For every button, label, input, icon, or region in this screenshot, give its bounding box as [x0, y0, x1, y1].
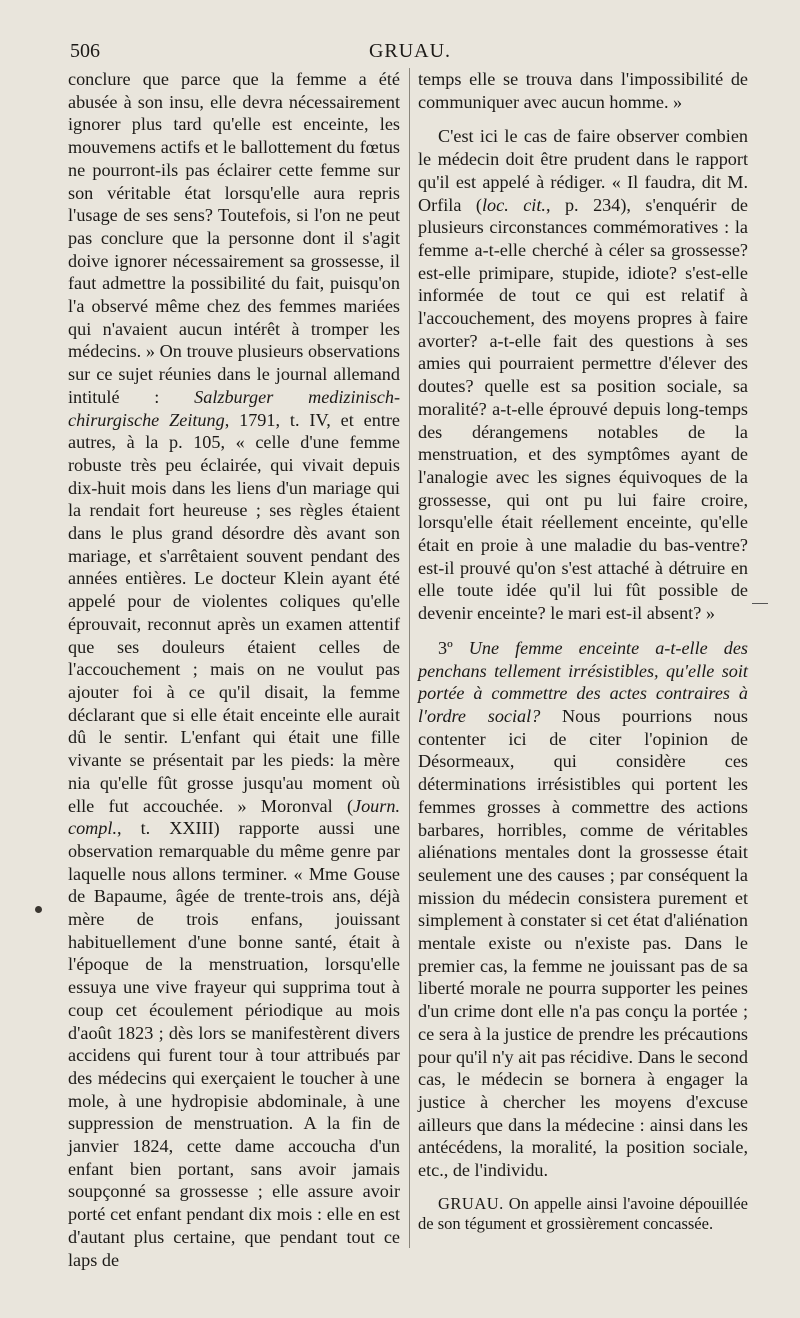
left-text-part-2: , 1791, t. IV, et entre autres, à la p. 105, « celle d'une femme robuste très peu éclairée, qui vivait depuis dix-huit mois dans les liens d'un mariage qui la rendait fort heureuse ; ses règles étaient dans le plus grand désordre dès avant son mariage, et s'arrêtaient souvent pendant des années entières. Le docteur Klein ayant été appelé pour de violentes coliques qu'elle éprouvait, reconnut après un examen attentif que ses douleurs étaient celles de l'accouchement ; mais on ne voulut pas ajouter foi à ce qu'il disait, la femme déclarant que si elle était enceinte elle aurait dû le sentir. L'enfant qui était une fille vivante se présentait par les pieds: la mère nia qu'elle fût grosse jusqu'au moment où elle fut accouchée. » Moronval (	[68, 409, 400, 816]
question-answer: Nous pourrions nous contenter ici de citer l'opinion de Désormeaux, qui considère ces déterminations irrésistibles qui portent les femmes grosses à commettre des actions barbares, horribles, comme de véritables aliénations mentales dont la grossesse était seulement une des causes ; par conséquent la mission du médecin consistera purement et simplement à constater si cet état d'aliénation mentale existe ou n'existe pas. Dans le premier cas, la femme ne jouissant pas de sa liberté morale ne pourra supporter les peines d'un crime dont elle n'a pas conçu la portée ; ce sera à la justice de prendre les précautions pour qu'il n'y ait pas récidive. Dans le second cas, le médecin se bornera à engager la justice à chercher les moyens d'excuse ailleurs que dans la médecine : ainsi dans les antécédens, la moralité, la position sociale, etc., de l'individu.	[418, 705, 748, 1181]
running-head: GRUAU.	[368, 40, 452, 62]
orfila-text-b: , p. 234), s'enquérir de plusieurs circonstances commémoratives : la femme a-t-elle cherché à céler sa grossesse? est-elle primipare, stupide, idiote? s'est-elle informée de tout ce qui est relatif à l'accouchement, des moyens propres à faire avorter? a-t-elle fait des questions à ses amies qui pourraient permettre d'élever des doutes? quelle est sa position sociale, sa moralité? a-t-elle éprouvé depuis long-temps des dérangemens notables de la menstruation, et des symptômes ayant de l'analogie avec les signes équivoques de la grossesse, qui ont pu lui faire croire, lorsqu'elle était réellement enceinte, qu'elle était en proie à une maladie du bas-ventre? est-il prouvé qu'on s'est attaché à détruire en elle toute idée qu'il lui fût possible de devenir enceinte? le mari est-il absent? »	[418, 194, 749, 624]
page-number: 506	[70, 40, 100, 62]
margin-tick-mark	[752, 603, 768, 604]
question-heading: Une femme enceinte a-t-elle des penchans tellement irrésistibles, qu'elle soit portée à commettre des actes contraires à l'ordre social?	[418, 637, 748, 726]
entry-definition: On appelle ainsi l'avoine dépouillée de son tégument et grossièrement concassée.	[418, 1193, 748, 1233]
left-column	[68, 68, 400, 1271]
left-text-part-3: , t. XXIII) rapporte aussi une observation remarquable du même genre par laquelle nous allons terminer. « Mme Gouse de Bapaume, âgée de trente-trois ans, déjà mère de trois enfans, jouissant habituellement d'une bonne santé, était à l'époque de la menstruation, lorsqu'elle essuya une vive frayeur qui supprima tout à coup cet écoulement périodique au mois d'août 1823 ; dès lors se manifestèrent divers accidens qui furent tour à tour attribués par des médecins qui exerçaient le toucher à une mole, à une hydropisie abdominale, à une suppression de menstruation. A la fin de janvier 1824, cette dame accoucha d'un enfant bien portant, sans avoir jamais soupçonné sa grossesse ; elle assure avoir porté cet enfant pendant dix mois : elle en est d'autant plus certaine, que pendant tout ce laps de	[68, 818, 400, 1270]
question-number: 3º	[438, 637, 453, 658]
dictionary-entry	[418, 1194, 748, 1234]
journal-reference: Journ. compl.	[68, 795, 400, 839]
journal-title: Salzburger medizinisch-chirurgische Zeitung	[68, 386, 400, 430]
right-column	[418, 68, 748, 1234]
left-column-text	[68, 68, 400, 1271]
right-paragraph-1: temps elle se trouva dans l'impossibilité de communiquer avec aucun homme. »	[418, 69, 748, 112]
right-paragraph-3	[418, 637, 748, 1182]
margin-ink-dot	[35, 906, 42, 913]
column-divider	[409, 68, 410, 1248]
entry-headword: GRUAU.	[438, 1193, 504, 1213]
right-paragraph-2	[418, 125, 748, 624]
loc-cit-reference: loc. cit.	[481, 194, 546, 215]
orfila-text-a: C'est ici le cas de faire observer combien le médecin doit être prudent dans le rapport qu'il est appelé à rédiger. « Il faudra, dit M. Orfila (	[418, 126, 748, 215]
left-text-part-1: conclure que parce que la femme a été abusée à son insu, elle devra nécessairement ignorer plus tard qu'elle est enceinte, les mouvemens actifs et le ballottement du fœtus ne pourront-ils pas éclairer cette femme sur son véritable état lorsqu'elle aura repris l'usage de ses sens? Toutefois, si l'on ne peut pas conclure que la personne dont il s'agit doive ignorer nécessairement sa grossesse, il faut admettre la possibilité du fait, puisqu'on l'a observé même chez des femmes mariées qui n'avaient aucun intérêt à tromper les médecins. » On trouve plusieurs observations sur ce sujet réunies dans le journal allemand intitulé :	[68, 69, 400, 407]
page-header	[70, 40, 750, 70]
